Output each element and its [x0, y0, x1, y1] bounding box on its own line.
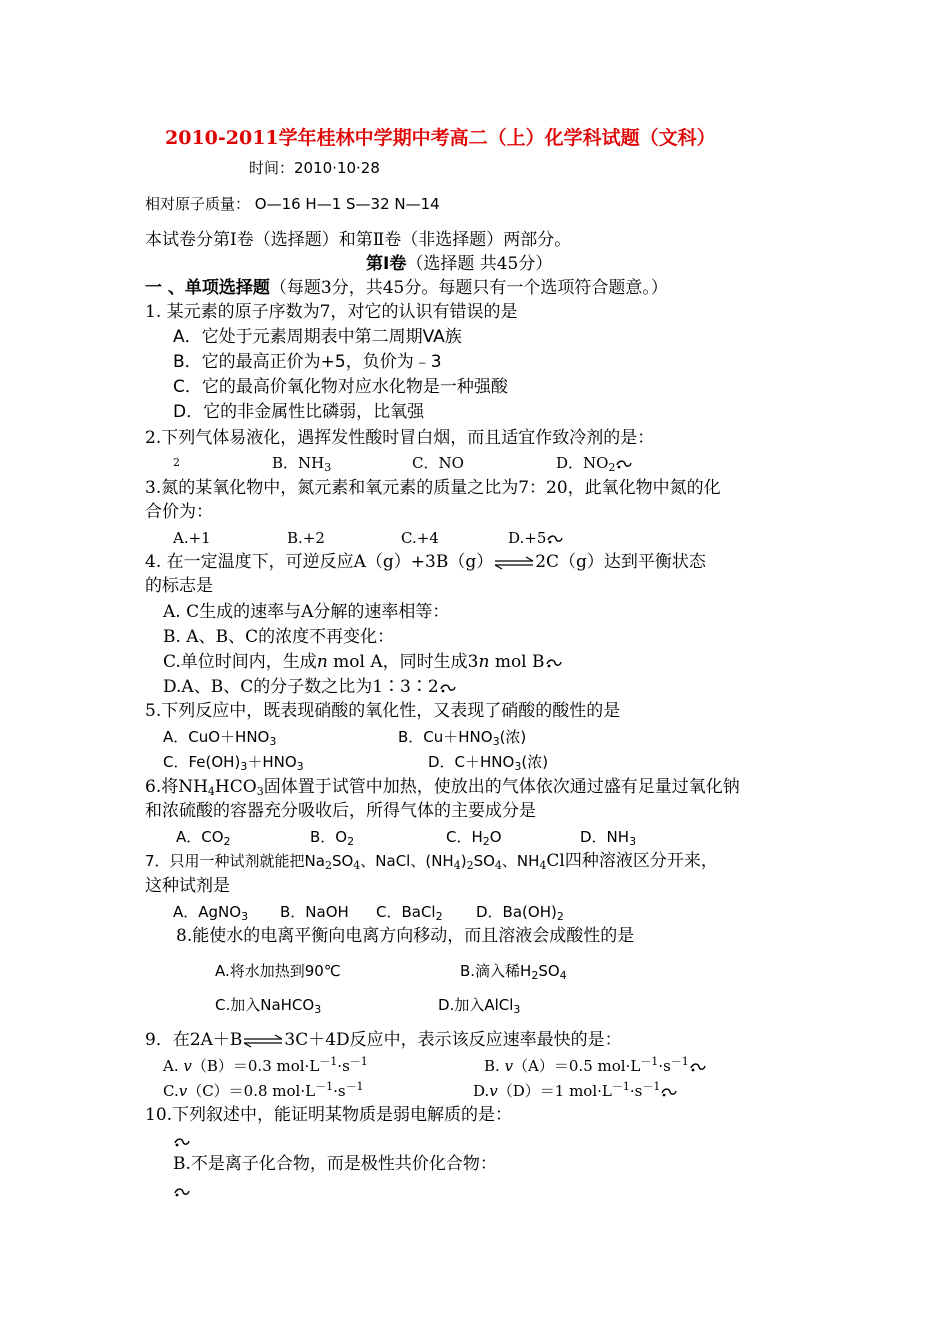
q8-c-sub: 3 [314, 1003, 322, 1016]
q9-d-post: （D）＝1 mol·L [497, 1082, 612, 1100]
q7-s1-f: 、NH [501, 852, 540, 870]
q6-stem-line1 [145, 776, 740, 798]
q7-s1-sub5: 4 [494, 859, 502, 872]
editor-mark-icon [439, 682, 457, 694]
q5-d-text: D．C＋HNO [428, 753, 515, 771]
q6-d-text: D．NH [580, 828, 630, 846]
q7-s1-e: SO [473, 852, 495, 870]
q4-stem-pre: 4. 在一定温度下，可逆反应A（g）+3B（g） [145, 552, 494, 572]
q9-b-exp1: －1 [640, 1055, 659, 1068]
q10-option-a-placeholder [173, 1130, 191, 1152]
q6-stem-line2: 和浓硫酸的容器充分吸收后，所得气体的主要成分是 [145, 801, 536, 821]
section-rest: （每题3分，共45分。每题只有一个选项符合题意。） [269, 278, 668, 298]
q4-option-c [163, 651, 563, 673]
q4-stem-post: 2C（g）达到平衡状态 [535, 552, 706, 572]
q7-s1-c: 、NaCl、(NH [360, 852, 454, 870]
exam-intro: 本试卷分第Ⅰ卷（选择题）和第Ⅱ卷（非选择题）两部分。 [145, 230, 572, 250]
q5-a-sub: 3 [269, 735, 277, 748]
q9-option-d [473, 1080, 678, 1102]
q9-option-c [163, 1080, 364, 1102]
section-bold: 一 、单项选择题 [145, 278, 270, 298]
q9-a-pre: A. [163, 1057, 184, 1075]
q3-option-c: C.+4 [401, 529, 439, 547]
q9-b-pre: B. [484, 1057, 505, 1075]
q7-c-sub: 2 [435, 910, 443, 923]
q8-b-text: B.滴入稀H [460, 962, 532, 980]
q3-option-d-text: D.+5 [508, 529, 547, 547]
q9-d-mid: ·s [629, 1082, 643, 1100]
q5-c-sub1: 3 [240, 760, 248, 773]
part1-heading [366, 253, 552, 275]
q8-d-text: D.加入AlCl [438, 996, 514, 1014]
q2-option-d-text: D．NO [556, 454, 609, 472]
q5-option-c [163, 751, 304, 773]
q9-d-exp2: －1 [642, 1080, 661, 1093]
q6-b-sub: 2 [347, 835, 355, 848]
q6-d-sub: 3 [629, 835, 637, 848]
q5-stem: 5.下列反应中，既表现硝酸的氧化性，又表现了硝酸的酸性的是 [145, 701, 621, 721]
editor-mark-icon [660, 1086, 678, 1098]
q7-s1-sub2: 4 [353, 859, 361, 872]
q9-stem-pre: 9．在2A＋B [145, 1030, 243, 1050]
editor-mark-icon [546, 533, 564, 545]
q6-option-a [176, 826, 231, 848]
q6-a-sub: 2 [223, 835, 231, 848]
q5-c-mid: ＋HNO [247, 753, 297, 771]
q2-option-b-text: B．NH [272, 454, 325, 472]
q7-option-a [173, 901, 248, 923]
q9-c-exp1: －1 [315, 1080, 334, 1093]
q6-s1-sub2: 3 [256, 785, 264, 798]
q3-option-d [508, 527, 564, 549]
q5-c-text: C．Fe(OH) [163, 753, 241, 771]
q2-option-c: C．NO [412, 454, 464, 472]
q9-a-post: （B）＝0.3 mol·L [191, 1057, 320, 1075]
q7-option-c [376, 901, 443, 923]
q5-c-sub2: 3 [296, 760, 304, 773]
q9-c-exp2: －1 [345, 1080, 364, 1093]
q9-a-v: v [183, 1057, 192, 1075]
q5-a-text: A．CuO＋HNO [163, 728, 270, 746]
q4-option-b: B. A、B、C的浓度不再变化： [163, 627, 395, 647]
q5-b-sub: 3 [492, 735, 500, 748]
section-heading [145, 277, 668, 299]
editor-mark-icon [545, 657, 563, 669]
q9-d-v: v [489, 1082, 498, 1100]
q5-b-text: B．Cu＋HNO [398, 728, 493, 746]
q8-option-d [438, 994, 520, 1016]
q7-c-text: C．BaCl [376, 903, 436, 921]
q2-option-a-fragment: 2 [173, 456, 180, 469]
q1-option-b: B．它的最高正价为+5，负价为﹣3 [173, 352, 442, 372]
q7-a-text: A．AgNO [173, 903, 242, 921]
q6-s1-mid: HCO [214, 777, 257, 797]
q3-stem-line2: 合价为： [145, 502, 213, 522]
q2-option-b-sub: 3 [324, 461, 332, 474]
q4-c-mid: mol A，同时生成3 [327, 652, 479, 672]
q6-s1-sub1: 4 [207, 785, 215, 798]
editor-mark-icon [689, 1061, 707, 1073]
q5-option-a [163, 726, 276, 748]
q8-stem: 8.能使水的电离平衡向电离方向移动，而且溶液会成酸性的是 [176, 926, 635, 946]
q9-stem-post: 3C＋4D反应中，表示该反应速率最快的是： [284, 1030, 622, 1050]
q8-option-c [215, 994, 321, 1016]
q7-option-d [476, 901, 564, 923]
q4-c-n1: n [316, 652, 328, 672]
q4-stem-line1 [145, 551, 706, 573]
q9-a-exp1: －1 [319, 1055, 338, 1068]
q9-d-exp1: －1 [611, 1080, 630, 1093]
q4-option-d [163, 676, 457, 698]
q1-option-a: A．它处于元素周期表中第二周期VA族 [173, 327, 462, 347]
q2-option-d-sub: 2 [608, 461, 616, 474]
q9-b-v: v [504, 1057, 514, 1075]
q6-c-text: C．H [446, 828, 483, 846]
q5-option-d [428, 751, 548, 773]
q6-option-c [446, 826, 502, 848]
q7-a-sub: 3 [241, 910, 249, 923]
q6-s1-post: 固体置于试管中加热，使放出的气体依次通过盛有足量过氧化钠 [263, 777, 740, 797]
q10-option-c-placeholder [173, 1180, 191, 1202]
q9-d-pre: D. [473, 1082, 490, 1100]
q8-option-a: A.将水加热到90℃ [215, 962, 341, 980]
q7-stem-line1 [145, 850, 718, 872]
q5-b-post: (浓) [499, 728, 527, 746]
q9-c-post: （C）＝0.8 mol·L [187, 1082, 316, 1100]
q5-option-b [398, 726, 526, 748]
q9-option-a [163, 1055, 368, 1077]
q1-option-d: D．它的非金属性比磷弱，比氧强 [173, 402, 425, 422]
q9-c-pre: C. [163, 1082, 179, 1100]
q7-s1-g: Cl四种溶液区分开来， [546, 851, 718, 871]
atomic-mass-line: 相对原子质量： O—16 H—1 S—32 N—14 [145, 195, 440, 213]
q7-s1-d: ) [460, 852, 467, 870]
q9-stem [145, 1029, 622, 1051]
q10-option-b: B.不是离子化合物，而是极性共价化合物： [173, 1154, 497, 1174]
q8-b-sub2: 4 [559, 969, 567, 982]
q6-c-sub: 2 [482, 835, 490, 848]
q6-option-b [310, 826, 354, 848]
q9-a-mid: ·s [337, 1057, 350, 1075]
q1-stem: 1. 某元素的原子序数为7，对它的认识有错误的是 [145, 302, 518, 322]
q9-c-v: v [178, 1082, 188, 1100]
q4-c-pre: C.单位时间内，生成 [163, 652, 317, 672]
q7-d-sub: 2 [556, 910, 564, 923]
q7-s1-sub6: 4 [539, 859, 547, 872]
editor-mark-icon [173, 1136, 191, 1148]
q3-stem-line1: 3.氮的某氧化物中，氮元素和氧元素的质量之比为7：20，此氧化物中氮的化 [145, 478, 721, 498]
q8-b-sub1: 2 [531, 969, 539, 982]
q2-stem: 2.下列气体易液化，遇挥发性酸时冒白烟，而且适宜作致冷剂的是： [145, 428, 655, 448]
part1-rest: （选择题 共45分） [406, 254, 553, 274]
q4-c-n2: n [478, 652, 490, 672]
q7-s1-sub1: 2 [324, 859, 332, 872]
q9-a-exp2: －1 [349, 1055, 368, 1068]
editor-mark-icon [615, 458, 633, 470]
q9-option-b [484, 1055, 707, 1077]
q9-b-exp2: －1 [670, 1055, 689, 1068]
q5-d-sub: 3 [514, 760, 522, 773]
q7-s1-b: SO [331, 852, 354, 870]
q7-option-b: B．NaOH [280, 903, 349, 921]
q3-option-a: A.+1 [173, 529, 211, 547]
q10-stem: 10.下列叙述中，能证明某物质是弱电解质的是： [145, 1105, 513, 1125]
q8-b-mid: SO [538, 962, 560, 980]
q9-b-mid: ·s [658, 1057, 671, 1075]
reversible-arrow-icon [242, 1034, 284, 1048]
q7-s1-sub3: 4 [453, 859, 461, 872]
reversible-arrow-icon [493, 556, 535, 570]
q7-d-text: D．Ba(OH) [476, 903, 557, 921]
q9-b-post: （A）＝0.5 mol·L [513, 1057, 641, 1075]
q4-option-a: A. C生成的速率与A分解的速率相等： [163, 602, 450, 622]
q7-s1-sub4: 2 [466, 859, 474, 872]
q2-option-b [272, 452, 331, 474]
page-title: 2010-2011学年桂林中学期中考高二（上）化学科试题（文科） [165, 127, 716, 149]
q7-stem-line2: 这种试剂是 [145, 876, 230, 896]
q8-c-text: C.加入NaHCO [215, 996, 315, 1014]
q6-c-post: O [489, 828, 502, 846]
q8-d-sub: 3 [513, 1003, 521, 1016]
q4-c-post: mol B [489, 652, 545, 672]
exam-date: 时间：2010·10·28 [249, 159, 380, 177]
q8-option-b [460, 960, 567, 982]
q3-option-b: B.+2 [287, 529, 325, 547]
q7-s1-a: 7．只用一种试剂就能把Na [145, 852, 325, 870]
q2-option-d [556, 452, 633, 474]
q4-stem-line2: 的标志是 [145, 576, 213, 596]
editor-mark-icon [173, 1186, 191, 1198]
part1-bold: 第Ⅰ卷 [366, 254, 407, 274]
q4-option-d-text: D.A、B、C的分子数之比为1∶3∶2 [163, 677, 439, 697]
q1-option-c: C．它的最高价氧化物对应水化物是一种强酸 [173, 377, 508, 397]
q6-b-text: B．O [310, 828, 348, 846]
q9-c-mid: ·s [333, 1082, 346, 1100]
q5-d-post: (浓) [521, 753, 549, 771]
q6-s1-pre: 6.将NH [145, 777, 208, 797]
q6-a-text: A．CO [176, 828, 224, 846]
q6-option-d [580, 826, 636, 848]
